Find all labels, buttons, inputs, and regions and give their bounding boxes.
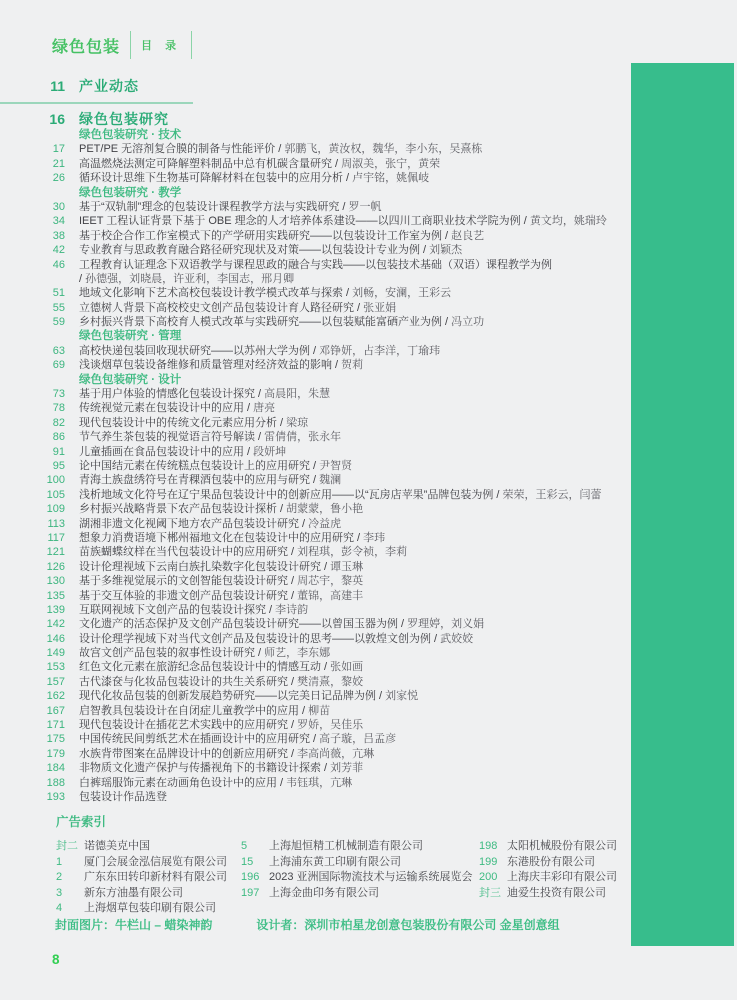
toc-entry-title: 绿色包装研究 · 管理 bbox=[79, 330, 182, 343]
ad-entry bbox=[241, 886, 473, 902]
toc-entry-title: 基于“双轨制”理念的包装设计课程教学方法与实践研究 / 罗一帆 bbox=[79, 200, 382, 213]
toc-entry-authors-line bbox=[28, 272, 616, 286]
toc-entry-authors: 郭鹏飞，黄汝权，魏华，李小东，吴熹栋 bbox=[284, 143, 483, 156]
header-divider bbox=[191, 31, 192, 59]
toc-page-number: 21 bbox=[52, 157, 65, 170]
toc-entry bbox=[28, 142, 616, 156]
title-author-separator: / bbox=[244, 445, 254, 458]
toc-entry-title: 基于校企合作工作室模式下的产学研用实践研究——以包装设计工作室为例 / 赵良艺 bbox=[79, 229, 485, 242]
toc-page-number: 193 bbox=[46, 790, 65, 803]
toc-subsection-header bbox=[28, 373, 616, 387]
ad-index-title: 广告索引 bbox=[56, 815, 107, 829]
toc-entry-authors: 韦钰琪，亢琳 bbox=[286, 776, 353, 789]
toc-entry-title: 非物质文化遗产保护与传播视角下的书籍设计探索 / 刘芳菲 bbox=[79, 762, 364, 775]
toc-entry-authors: 张亚娟 bbox=[363, 301, 397, 314]
toc-entry bbox=[28, 675, 616, 689]
toc-page-number: 69 bbox=[52, 359, 65, 372]
ad-company-name: 太阳机械股份有限公司 bbox=[507, 840, 617, 852]
toc-entry bbox=[28, 358, 616, 372]
page-header bbox=[52, 30, 202, 60]
toc-entry bbox=[28, 502, 616, 516]
ad-page-number: 15 bbox=[241, 855, 254, 868]
ad-entry bbox=[56, 839, 227, 855]
toc-entry-title: 立德树人背景下高校校史文创产品包装设计育人路径研究 / 张亚娟 bbox=[79, 301, 397, 314]
toc-entry-authors: 张如画 bbox=[330, 661, 364, 674]
ad-company-name: 东港股份有限公司 bbox=[507, 855, 595, 868]
toc-entry bbox=[28, 761, 616, 775]
toc-entry bbox=[28, 790, 616, 804]
toc-page-number: 135 bbox=[46, 589, 65, 602]
toc-page-number: 91 bbox=[52, 445, 65, 458]
toc-entry-title: 高温燃烧法测定可降解塑料制品中总有机碳含量研究 / 周淑美，张宁，黄荣 bbox=[79, 157, 441, 170]
toc-entry-title: 专业教育与思政教育融合路径研究现状及对策——以包装设计专业为例 / 刘颖杰 bbox=[79, 244, 463, 257]
title-author-separator: / bbox=[299, 517, 309, 530]
ad-entry bbox=[479, 886, 617, 902]
toc-entry-title: 水族背带图案在品牌设计中的创新应用研究 / 李高尚薇，亢琳 bbox=[79, 747, 375, 760]
toc-entry bbox=[28, 459, 616, 473]
toc-page-number: 73 bbox=[52, 388, 65, 401]
title-author-separator: / bbox=[354, 531, 364, 544]
title-author-separator: / bbox=[288, 546, 298, 559]
toc-entry bbox=[28, 157, 616, 171]
toc-entry bbox=[28, 200, 616, 214]
title-author-separator: / bbox=[288, 675, 298, 688]
toc-page-number: 42 bbox=[52, 244, 65, 257]
ad-entry bbox=[479, 839, 617, 855]
title-author-separator: / bbox=[343, 287, 353, 300]
ad-company-name: 诺德美克中国 bbox=[84, 840, 150, 852]
ad-company-name: 厦门会展金泓信展览有限公司 bbox=[84, 855, 227, 868]
title-author-separator: / bbox=[431, 632, 441, 645]
toc-entry-authors: 冯立功 bbox=[451, 316, 485, 329]
ad-page-number: 1 bbox=[56, 855, 63, 868]
toc-page-number: 149 bbox=[46, 647, 65, 660]
toc-entry-title: 设计伦理视域下云南白族扎染数字化包装设计研究 / 谭玉琳 bbox=[79, 560, 364, 573]
ad-entry bbox=[56, 901, 227, 917]
ad-company-name: 上海旭恒精工机械制造有限公司 bbox=[269, 840, 423, 852]
title-author-separator: / bbox=[420, 244, 430, 257]
toc-entry bbox=[28, 689, 616, 703]
title-author-separator: / bbox=[520, 215, 530, 228]
magazine-logo: 绿色包装 bbox=[52, 38, 121, 56]
title-author-separator: / bbox=[266, 603, 276, 616]
toc-entry-title: 设计伦理学视域下对当代文创产品及包装设计的思考——以敦煌文创为例 / 武姣姣 bbox=[79, 632, 474, 645]
page-number: 8 bbox=[52, 952, 60, 967]
toc-page-number: 117 bbox=[47, 531, 65, 544]
toc-entry-title: 现代化妆品包装的创新发展趋势研究——以完美日记品牌为例 / 刘家悦 bbox=[79, 690, 419, 703]
toc-entry-authors: 刘颖杰 bbox=[429, 244, 463, 257]
toc-entry bbox=[28, 747, 616, 761]
toc-entry bbox=[28, 646, 616, 660]
title-author-separator: / bbox=[255, 388, 265, 401]
ad-index-column bbox=[56, 839, 227, 917]
toc-entry-authors: 段妍坤 bbox=[253, 445, 287, 458]
toc-entry bbox=[28, 488, 616, 502]
toc-entry-title: 红色文化元素在旅游纪念品包装设计中的情感互动 / 张如画 bbox=[79, 661, 364, 674]
page-footer bbox=[55, 916, 560, 933]
ad-page-number: 197 bbox=[241, 886, 260, 899]
toc-page-number: 157 bbox=[46, 675, 65, 688]
ad-page-number: 封三 bbox=[479, 886, 501, 899]
ad-company-name: 上海庆丰彩印有限公司 bbox=[507, 871, 617, 883]
toc-section-header bbox=[28, 78, 616, 95]
toc-entry-title: 古代漆奁与化妆品包装设计的共生关系研究 / 樊清熹，黎姣 bbox=[79, 675, 364, 688]
toc-entry-title: 故宫文创产品包装的叙事性设计研究 / 师艺，李东娜 bbox=[79, 647, 331, 660]
toc-entry bbox=[28, 301, 616, 315]
toc-page-number: 139 bbox=[46, 603, 65, 616]
ad-page-number: 198 bbox=[479, 840, 498, 852]
toc-entry-title: 启智教具包装设计在自闭症儿童教学中的应用 / 柳苗 bbox=[79, 704, 331, 717]
toc-page-number: 46 bbox=[52, 258, 65, 271]
toc-entry-authors: 罗娇，吴佳乐 bbox=[297, 719, 364, 732]
toc-page-number: 130 bbox=[46, 575, 65, 588]
toc-entry-authors: 高晨阳，朱慧 bbox=[264, 388, 331, 401]
toc-entry-authors: 黄文均，姚瑞玲 bbox=[529, 215, 607, 228]
cover-image-credit: 封面图片：牛栏山 – 蜡染神韵 bbox=[55, 918, 213, 932]
ad-entry bbox=[241, 839, 473, 855]
toc-entry-authors: 雷倩倩，张永年 bbox=[264, 431, 342, 444]
toc-page-number: 51 bbox=[52, 287, 65, 300]
toc-entry-authors: 刘畅，安澜，王彩云 bbox=[352, 287, 452, 300]
toc-subsection-header bbox=[28, 186, 616, 200]
toc-page-number: 121 bbox=[46, 546, 65, 559]
toc-page-number: 162 bbox=[46, 690, 65, 703]
toc-entry-authors: 李玮 bbox=[363, 531, 386, 544]
ad-page-number: 4 bbox=[56, 902, 63, 914]
title-author-separator: / bbox=[332, 157, 342, 170]
ad-entry bbox=[56, 855, 227, 871]
ad-company-name: 迪爱生投资有限公司 bbox=[507, 886, 606, 899]
toc-page-number: 188 bbox=[46, 776, 65, 789]
title-author-separator: / bbox=[493, 488, 503, 501]
toc-entry-title: 绿色包装研究 · 设计 bbox=[79, 373, 182, 386]
toc-entry-title: 循环设计思维下生物基可降解材料在包装中的应用分析 / 卢宇铭，姚佩岐 bbox=[79, 172, 430, 185]
title-author-separator: / bbox=[79, 272, 86, 285]
toc-entry-title: 基于多维视觉展示的文创智能包装设计研究 / 周芯宇，黎英 bbox=[79, 575, 364, 588]
toc-entry bbox=[28, 286, 616, 300]
toc-page-number: 38 bbox=[52, 229, 65, 242]
toc-page-number: 55 bbox=[52, 301, 65, 314]
toc-page-number: 100 bbox=[46, 474, 65, 487]
toc-entry-authors: 刘家悦 bbox=[385, 690, 419, 703]
ad-company-name: 新东方油墨有限公司 bbox=[84, 886, 183, 899]
toc-list bbox=[28, 78, 616, 804]
title-author-separator: / bbox=[321, 560, 331, 573]
toc-entry-title: 白裤瑶服饰元素在动画角色设计中的应用 / 韦钰琪，亢琳 bbox=[79, 776, 353, 789]
toc-subsection-header bbox=[28, 329, 616, 343]
toc-entry-title: 节气养生茶包装的视觉语言符号解读 / 雷倩倩，张永年 bbox=[79, 431, 342, 444]
ad-company-name: 广东东田转印新材料有限公司 bbox=[84, 871, 227, 883]
toc-entry-authors: 刘芳菲 bbox=[330, 762, 364, 775]
toc-entry-authors: 周芯宇，黎英 bbox=[297, 575, 364, 588]
title-author-separator: / bbox=[332, 359, 342, 372]
ad-company-name: 上海烟草包装印刷有限公司 bbox=[84, 902, 216, 914]
ad-page-number: 200 bbox=[479, 871, 498, 883]
title-author-separator: / bbox=[321, 762, 331, 775]
toc-entry-title: 绿色包装研究 · 技术 bbox=[79, 129, 182, 141]
title-author-separator: / bbox=[339, 200, 349, 213]
toc-entry-authors: 贺莉 bbox=[341, 359, 364, 372]
toc-entry-title: 基于用户体验的情感化包装设计探究 / 高晨阳，朱慧 bbox=[79, 388, 331, 401]
ad-company-name: 上海金曲印务有限公司 bbox=[269, 886, 379, 899]
toc-page-number: 95 bbox=[52, 459, 65, 472]
toc-entry-title: 青海土族盘绣符号在青稞酒包装中的应用与研究 / 魏澜 bbox=[79, 474, 342, 487]
toc-entry-authors: 荣荣，王彩云，闫蕾 bbox=[502, 488, 602, 501]
toc-page-number: 11 bbox=[50, 78, 65, 94]
ad-page-number: 5 bbox=[241, 840, 248, 852]
toc-subsection-header bbox=[28, 128, 616, 142]
toc-page-number: 179 bbox=[46, 747, 65, 760]
catalog-title: 目 录 bbox=[141, 40, 182, 52]
ad-index-column bbox=[241, 839, 473, 901]
toc-entry-title: 乡村振兴战略背景下农产品包装设计探析 / 胡蒙蒙，鲁小艳 bbox=[79, 503, 364, 516]
toc-entry-title: 现代包装设计中的传统文化元素应用分析 / 梁琼 bbox=[79, 416, 309, 429]
toc-entry-authors bbox=[79, 272, 294, 286]
toc-entry-title: 湖湘非遗文化视阈下地方农产品包装设计研究 / 冷益虎 bbox=[79, 517, 342, 530]
toc-section-header bbox=[28, 111, 616, 128]
toc-entry-authors: 冷益虎 bbox=[308, 517, 342, 530]
toc-entry bbox=[28, 617, 616, 631]
toc-entry-authors: 周淑美，张宁，黄荣 bbox=[341, 157, 441, 170]
toc-entry bbox=[28, 560, 616, 574]
toc-entry-title: 儿童插画在食品包装设计中的应用 / 段妍坤 bbox=[79, 445, 287, 458]
toc-entry-authors: 魏澜 bbox=[319, 474, 342, 487]
toc-entry-authors: 胡蒙蒙，鲁小艳 bbox=[286, 503, 364, 516]
toc-entry bbox=[28, 531, 616, 545]
ad-entry bbox=[56, 886, 227, 902]
toc-entry-authors: 柳苗 bbox=[308, 704, 331, 717]
toc-page-number: 142 bbox=[46, 618, 65, 631]
toc-entry-title: 地域文化影响下艺术高校包装设计教学模式改革与探索 / 刘畅，安澜，王彩云 bbox=[79, 287, 452, 300]
toc-entry bbox=[28, 603, 616, 617]
toc-entry bbox=[28, 545, 616, 559]
ad-page-number: 2 bbox=[56, 871, 63, 883]
title-author-separator: / bbox=[288, 719, 298, 732]
title-author-separator: / bbox=[255, 431, 265, 444]
toc-entry bbox=[28, 387, 616, 401]
toc-entry bbox=[28, 718, 616, 732]
section-divider-rule bbox=[0, 102, 193, 104]
toc-entry-title: 工程教育认证理念下双语教学与课程思政的融合与实践——以包装技术基础（双语）课程教学为例 bbox=[79, 258, 552, 271]
title-author-separator: / bbox=[275, 143, 285, 156]
toc-entry-authors: 罗一帆 bbox=[348, 200, 382, 213]
title-author-separator: / bbox=[299, 704, 309, 717]
toc-entry bbox=[28, 258, 616, 272]
ad-entry bbox=[241, 870, 473, 886]
toc-page-number: 16 bbox=[49, 111, 65, 127]
ad-page-number: 封二 bbox=[56, 840, 78, 852]
toc-entry-title: 苗族蝴蝶纹样在当代包装设计中的应用研究 / 刘程琪，彭令祯，李莉 bbox=[79, 546, 408, 559]
toc-entry-title: 文化遗产的活态保护及文创产品包装设计研究——以曾国玉器为例 / 罗理婷，刘义娟 bbox=[79, 618, 485, 631]
ad-entry bbox=[56, 870, 227, 886]
toc-entry-authors: 董锦，高建丰 bbox=[297, 589, 364, 602]
toc-entry-authors: 邓铮妍，占李洋，丁瑜玮 bbox=[319, 344, 441, 357]
toc-entry-authors: 李诗韵 bbox=[275, 603, 309, 616]
title-author-separator: / bbox=[288, 589, 298, 602]
toc-page-number: 146 bbox=[46, 632, 65, 645]
toc-entry-title: 论中国结元素在传统糕点包装设计上的应用研究 / 尹智贤 bbox=[79, 459, 353, 472]
toc-entry bbox=[28, 704, 616, 718]
toc-page-number: 171 bbox=[46, 719, 65, 732]
title-author-separator: / bbox=[288, 575, 298, 588]
toc-entry-authors: 刘程琪，彭令祯，李莉 bbox=[297, 546, 408, 559]
ad-index bbox=[56, 812, 617, 914]
toc-entry bbox=[28, 632, 616, 646]
toc-page-number: 184 bbox=[46, 762, 65, 775]
toc-entry-authors: 孙德强，刘晓晨，许亚利，李国志，邢月卿 bbox=[85, 272, 295, 285]
toc-entry-authors: 李高尚薇，亢琳 bbox=[297, 747, 375, 760]
ad-page-number: 199 bbox=[479, 855, 498, 868]
toc-page-number: 63 bbox=[52, 344, 65, 357]
toc-entry-title: 浅谈烟草包装设备维修和质量管理对经济效益的影响 / 贺莉 bbox=[79, 359, 364, 372]
toc-page-number: 30 bbox=[52, 200, 65, 213]
toc-entry-authors: 罗理婷，刘义娟 bbox=[407, 618, 485, 631]
header-divider bbox=[130, 31, 131, 59]
toc-entry bbox=[28, 517, 616, 531]
title-author-separator: / bbox=[255, 647, 265, 660]
title-author-separator: / bbox=[398, 618, 408, 631]
toc-page-number: 78 bbox=[52, 402, 65, 415]
toc-entry-authors: 赵良艺 bbox=[451, 229, 485, 242]
toc-entry bbox=[28, 660, 616, 674]
title-author-separator: / bbox=[310, 344, 320, 357]
toc-page-number: 82 bbox=[52, 416, 65, 429]
title-author-separator: / bbox=[376, 690, 386, 703]
toc-entry-title: 想象力消费语境下郴州福地文化在包装设计中的应用研究 / 李玮 bbox=[79, 531, 386, 544]
toc-entry-title: IEET 工程认证背景下基于 OBE 理念的人才培养体系建设——以四川工商职业技术学院为例 / 黄文均，姚瑞玲 bbox=[79, 215, 607, 228]
toc-entry-authors: 卢宇铭，姚佩岐 bbox=[352, 172, 430, 185]
toc-entry-authors: 谭玉琳 bbox=[330, 560, 364, 573]
toc-entry bbox=[28, 344, 616, 358]
toc-entry-title: 中国传统民间剪纸艺术在插画设计中的应用研究 / 高子璇，吕孟彦 bbox=[79, 733, 397, 746]
toc-page-number: 34 bbox=[52, 215, 65, 228]
toc-entry-title: 绿色包装研究 · 教学 bbox=[79, 186, 182, 199]
toc-entry-authors: 唐亮 bbox=[253, 402, 276, 415]
toc-page-number: 59 bbox=[52, 316, 65, 329]
title-author-separator: / bbox=[321, 661, 331, 674]
ad-page-number: 196 bbox=[241, 871, 260, 883]
title-author-separator: / bbox=[442, 316, 452, 329]
title-author-separator: / bbox=[277, 776, 287, 789]
toc-entry bbox=[28, 171, 616, 185]
title-author-separator: / bbox=[310, 733, 320, 746]
toc-entry bbox=[28, 243, 616, 257]
ad-company-name: 2023 亚洲国际物流技术与运输系统展览会 bbox=[269, 871, 473, 883]
toc-entry bbox=[28, 401, 616, 415]
toc-entry bbox=[28, 214, 616, 228]
toc-entry bbox=[28, 315, 616, 329]
toc-entry-title: 基于交互体验的非遗文创产品包装设计研究 / 董锦，高建丰 bbox=[79, 589, 364, 602]
designer-credit: 设计者：深圳市柏星龙创意包装股份有限公司 金星创意组 bbox=[256, 918, 560, 932]
toc-page-number: 167 bbox=[46, 704, 65, 717]
toc-entry-title: 现代包装设计在插花艺术实践中的应用研究 / 罗娇，吴佳乐 bbox=[79, 719, 364, 732]
toc-entry-authors: 师艺，李东娜 bbox=[264, 647, 331, 660]
title-author-separator: / bbox=[343, 172, 353, 185]
toc-entry-authors: 高子璇，吕孟彦 bbox=[319, 733, 397, 746]
toc-entry bbox=[28, 776, 616, 790]
ad-entry bbox=[479, 855, 617, 871]
toc-entry-authors: 梁琼 bbox=[286, 416, 309, 429]
decorative-green-block bbox=[631, 63, 734, 946]
ad-company-name: 上海浦东黄工印刷有限公司 bbox=[269, 855, 401, 868]
toc-entry bbox=[28, 473, 616, 487]
title-author-separator: / bbox=[310, 459, 320, 472]
toc-entry-title: 包装设计作品选登 bbox=[79, 790, 167, 803]
toc-entry-title: 浅析地域文化符号在辽宁果品包装设计中的创新应用——以“瓦房店苹果”品牌包装为例 / 荣荣，王彩云，闫蕾 bbox=[79, 488, 602, 501]
title-author-separator: / bbox=[288, 747, 298, 760]
toc-entry-title: 乡村振兴背景下高校育人模式改革与实践研究——以包装赋能富硒产业为例 / 冯立功 bbox=[79, 316, 485, 329]
toc-entry-authors: 武姣姣 bbox=[440, 632, 474, 645]
toc-page-number: 175 bbox=[46, 733, 65, 746]
toc-entry-title: 绿色包装研究 bbox=[79, 111, 169, 127]
toc-page-number: 26 bbox=[52, 172, 65, 185]
toc-entry bbox=[28, 574, 616, 588]
toc-page-number: 113 bbox=[47, 517, 65, 530]
toc-entry bbox=[28, 445, 616, 459]
toc-page-number: 153 bbox=[46, 661, 65, 674]
toc-entry-title: 互联网视域下文创产品的包装设计探究 / 李诗韵 bbox=[79, 603, 309, 616]
toc-entry-title: PET/PE 无溶剂复合膜的制备与性能评价 / 郭鹏飞，黄汝权，魏华，李小东，吴熹栋 bbox=[79, 143, 483, 156]
title-author-separator: / bbox=[277, 503, 287, 516]
ad-page-number: 3 bbox=[56, 886, 63, 899]
toc-page-number: 86 bbox=[52, 431, 65, 444]
ad-index-column bbox=[479, 839, 617, 901]
toc-page-number: 126 bbox=[46, 560, 65, 573]
toc-entry-authors: 樊清熹，黎姣 bbox=[297, 675, 364, 688]
title-author-separator: / bbox=[354, 301, 364, 314]
title-author-separator: / bbox=[244, 402, 254, 415]
toc-entry bbox=[28, 229, 616, 243]
toc-entry bbox=[28, 430, 616, 444]
toc-entry-title: 产业动态 bbox=[79, 78, 139, 94]
title-author-separator: / bbox=[310, 474, 320, 487]
toc-page-number: 17 bbox=[52, 143, 65, 156]
toc-entry-title: 高校快递包装回收现状研究——以苏州大学为例 / 邓铮妍，占李洋，丁瑜玮 bbox=[79, 344, 441, 357]
ad-entry bbox=[241, 855, 473, 871]
ad-entry bbox=[479, 870, 617, 886]
toc-entry bbox=[28, 732, 616, 746]
toc-page-number: 105 bbox=[46, 488, 65, 501]
title-author-separator: / bbox=[442, 229, 452, 242]
toc-entry-title: 传统视觉元素在包装设计中的应用 / 唐亮 bbox=[79, 402, 276, 415]
toc-entry bbox=[28, 416, 616, 430]
toc-entry bbox=[28, 589, 616, 603]
toc-page-number: 109 bbox=[46, 503, 65, 516]
toc-entry-authors: 尹智贤 bbox=[319, 459, 353, 472]
title-author-separator: / bbox=[277, 416, 287, 429]
